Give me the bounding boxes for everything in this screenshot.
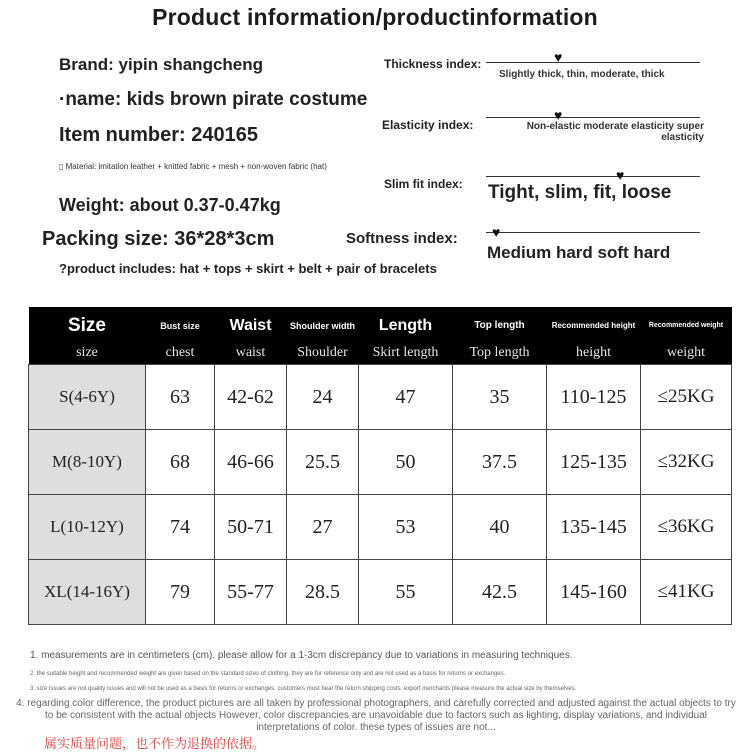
subheader-top-length: Top length xyxy=(453,345,547,365)
subheader-shoulder: Shoulder xyxy=(287,345,359,365)
cell-skirt-length: 55 xyxy=(359,560,453,625)
cell-height: 145-160 xyxy=(547,560,641,625)
cell-shoulder: 24 xyxy=(287,365,359,430)
softness-index-label: Softness index: xyxy=(346,230,458,247)
note-3: 3. size issues are not quality issues and will not be used as a basis for returns or exchanges. customers must bear the return shipping costs. export merchants please measure the actual size by themselves. xyxy=(30,686,577,692)
elasticity-scale-line xyxy=(486,117,700,118)
product-name-text: ·name: kids brown pirate costume xyxy=(59,89,368,110)
cell-top-length: 40 xyxy=(453,495,547,560)
heart-icon: ♥ xyxy=(616,167,625,183)
cell-weight: ≤36KG xyxy=(641,495,732,560)
page-title: Product information/productinformation xyxy=(152,4,598,30)
cell-shoulder: 28.5 xyxy=(287,560,359,625)
table-row xyxy=(29,560,732,625)
subheader-skirt-length: Skirt length xyxy=(359,345,453,365)
header-waist: Waist xyxy=(215,307,287,345)
table-header-row xyxy=(29,307,732,345)
table-subheader-row xyxy=(29,345,732,365)
header-size: Size xyxy=(29,307,146,345)
header-length: Length xyxy=(359,307,453,345)
heart-icon: ♥ xyxy=(554,49,563,65)
table-row xyxy=(29,495,732,560)
cell-skirt-length: 50 xyxy=(359,430,453,495)
cell-top-length: 35 xyxy=(453,365,547,430)
thickness-index-desc: Slightly thick, thin, moderate, thick xyxy=(499,69,665,80)
material-text: ▯ Material: imitation leather + knitted fabric + mesh + non-woven fabric (hat) xyxy=(59,162,327,171)
subheader-chest: chest xyxy=(146,345,215,365)
cell-shoulder: 25.5 xyxy=(287,430,359,495)
cell-waist: 55-77 xyxy=(215,560,287,625)
cell-waist: 42-62 xyxy=(215,365,287,430)
cell-skirt-length: 47 xyxy=(359,365,453,430)
elasticity-index-label: Elasticity index: xyxy=(382,118,474,132)
subheader-waist: waist xyxy=(215,345,287,365)
cell-top-length: 42.5 xyxy=(453,560,547,625)
slim-fit-scale-line xyxy=(486,176,700,177)
cell-bust: 68 xyxy=(146,430,215,495)
cell-waist: 50-71 xyxy=(215,495,287,560)
thickness-scale-line xyxy=(486,62,700,63)
cell-bust: 79 xyxy=(146,560,215,625)
header-recommended-height: Recommended height xyxy=(547,307,641,345)
cell-bust: 74 xyxy=(146,495,215,560)
size-chart-table xyxy=(28,307,732,625)
softness-scale-line xyxy=(486,232,700,233)
chinese-note: 属实质量问题，也不作为退换的依据。 xyxy=(44,737,266,752)
elasticity-index-desc: Non-elastic moderate elasticity super elasticity xyxy=(526,121,704,143)
header-recommended-weight: Recommended weight xyxy=(641,307,732,345)
cell-skirt-length: 53 xyxy=(359,495,453,560)
header-bust-size: Bust size xyxy=(146,307,215,345)
subheader-size: size xyxy=(29,345,146,365)
cell-weight: ≤25KG xyxy=(641,365,732,430)
brand-text: Brand: yipin shangcheng xyxy=(59,55,264,74)
slim-fit-index-desc: Tight, slim, fit, loose xyxy=(488,182,672,203)
header-top-length: Top length xyxy=(453,307,547,345)
cell-weight: ≤41KG xyxy=(641,560,732,625)
includes-text: ?product includes: hat + tops + skirt + belt + pair of bracelets xyxy=(59,261,437,276)
cell-waist: 46-66 xyxy=(215,430,287,495)
table-row xyxy=(29,430,732,495)
item-number-text: Item number: 240165 xyxy=(59,124,258,146)
cell-height: 135-145 xyxy=(547,495,641,560)
cell-size: M(8-10Y) xyxy=(29,430,146,495)
softness-index-desc: Medium hard soft hard xyxy=(487,243,671,262)
note-2: 2. the suitable height and recommended weight are given based on the standard sizes of clothing. they are for reference only and are not used as a basis for returns or exchanges. xyxy=(30,671,506,677)
note-1: 1. measurements are in centimeters (cm). please allow for a 1-3cm discrepancy due to variations in measuring techniques. xyxy=(30,650,573,661)
cell-height: 110-125 xyxy=(547,365,641,430)
header-shoulder-width: Shoulder width xyxy=(287,307,359,345)
weight-text: Weight: about 0.37-0.47kg xyxy=(59,195,281,215)
slim-fit-index-label: Slim fit index: xyxy=(384,177,463,191)
cell-bust: 63 xyxy=(146,365,215,430)
table-row xyxy=(29,365,732,430)
subheader-weight: weight xyxy=(641,345,732,365)
cell-size: S(4-6Y) xyxy=(29,365,146,430)
subheader-height: height xyxy=(547,345,641,365)
heart-icon: ♥ xyxy=(554,107,563,123)
cell-height: 125-135 xyxy=(547,430,641,495)
cell-shoulder: 27 xyxy=(287,495,359,560)
thickness-index-label: Thickness index: xyxy=(384,57,482,71)
cell-top-length: 37.5 xyxy=(453,430,547,495)
heart-icon: ♥ xyxy=(492,224,501,240)
cell-weight: ≤32KG xyxy=(641,430,732,495)
note-4: 4. regarding color difference, the product pictures are all taken by professional photographers, and carefully corrected and adjusted against the actual objects to try to be consistent with the actual objects However, color discrepancies are unavoidable due to factors such as lighting, display variations, and individual interpretations of color. these types of issues are not... xyxy=(16,698,736,733)
cell-size: XL(14-16Y) xyxy=(29,560,146,625)
cell-size: L(10-12Y) xyxy=(29,495,146,560)
packing-size-text: Packing size: 36*28*3cm xyxy=(42,228,275,250)
